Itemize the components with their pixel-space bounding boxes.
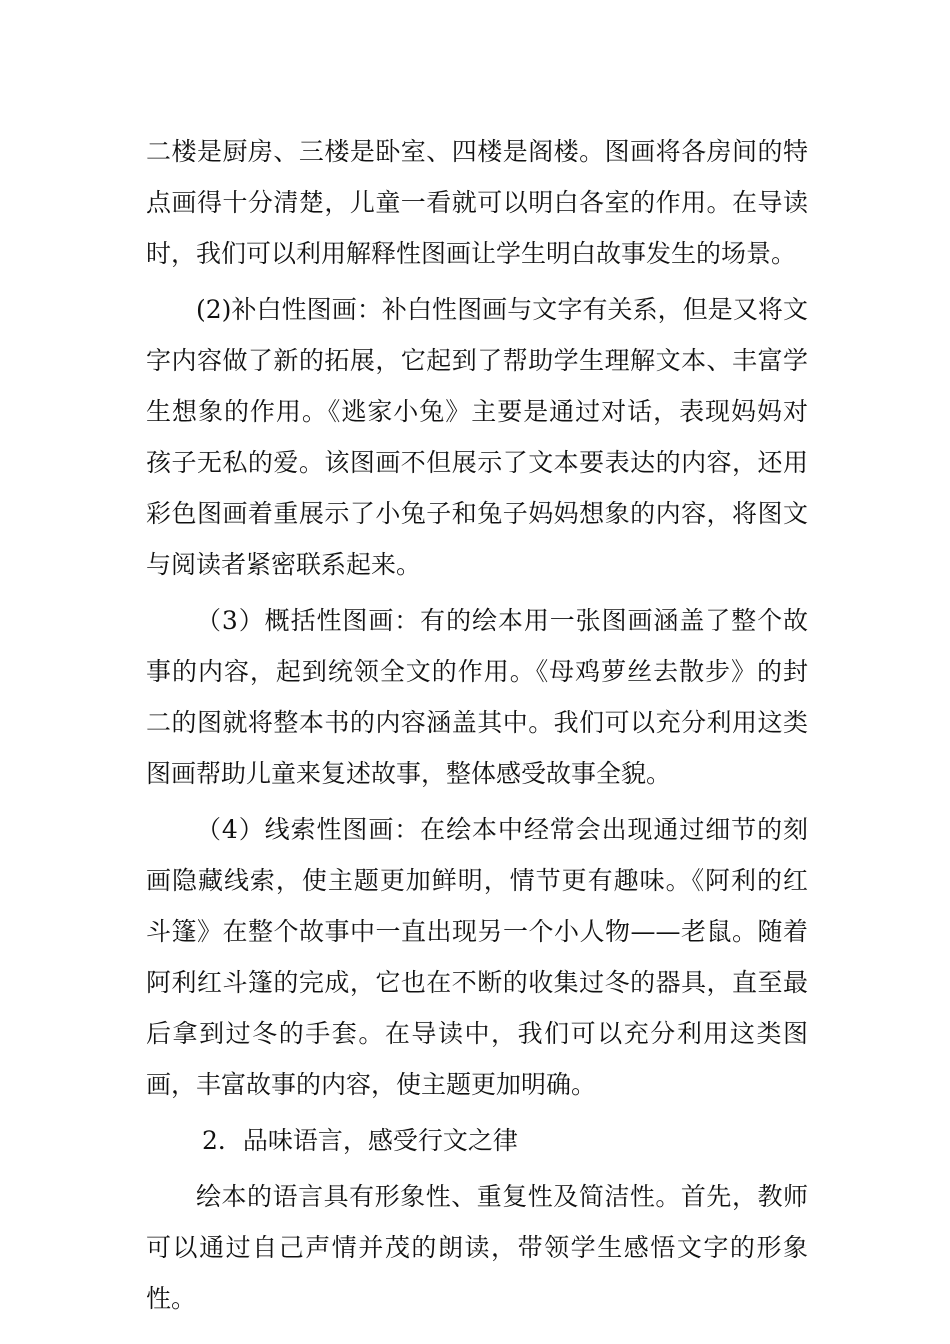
document-page (146, 126, 808, 1329)
paragraph-5: 绘本的语言具有形象性、重复性及简洁性。首先，教师可以通过自己声情并茂的朗读，带领学生感悟文字的形象性。 (146, 1182, 808, 1313)
section-heading: 2．品味语言，感受行文之律 (202, 1126, 518, 1155)
paragraph-4: （4）线索性图画：在绘本中经常会出现通过细节的刻画隐藏线索，使主题更加鲜明，情节更有趣味。《阿利的红斗篷》在整个故事中一直出现另一个小人物——老鼠。随着阿利红斗篷的完成，它也在不断的收集过冬的器具，直至最后拿到过冬的手套。在导读中，我们可以充分利用这类图画，丰富故事的内容，使主题更加明确。 (146, 815, 808, 1099)
paragraph-2: (2)补白性图画：补白性图画与文字有关系，但是又将文字内容做了新的拓展，它起到了帮助学生理解文本、丰富学生想象的作用。《逃家小兔》主要是通过对话，表现妈妈对孩子无私的爱。该图画不但展示了文本要表达的内容，还用彩色图画着重展示了小兔子和兔子妈妈想象的内容，将图文与阅读者紧密联系起来。 (146, 295, 808, 579)
paragraph-1: 二楼是厨房、三楼是卧室、四楼是阁楼。图画将各房间的特点画得十分清楚，儿童一看就可以明白各室的作用。在导读时，我们可以利用解释性图画让学生明白故事发生的场景。 (146, 137, 808, 268)
paragraph-3: （3）概括性图画：有的绘本用一张图画涵盖了整个故事的内容，起到统领全文的作用。《母鸡萝丝去散步》的封二的图就将整本书的内容涵盖其中。我们可以充分利用这类图画帮助儿童来复述故事，整体感受故事全貌。 (146, 606, 808, 788)
